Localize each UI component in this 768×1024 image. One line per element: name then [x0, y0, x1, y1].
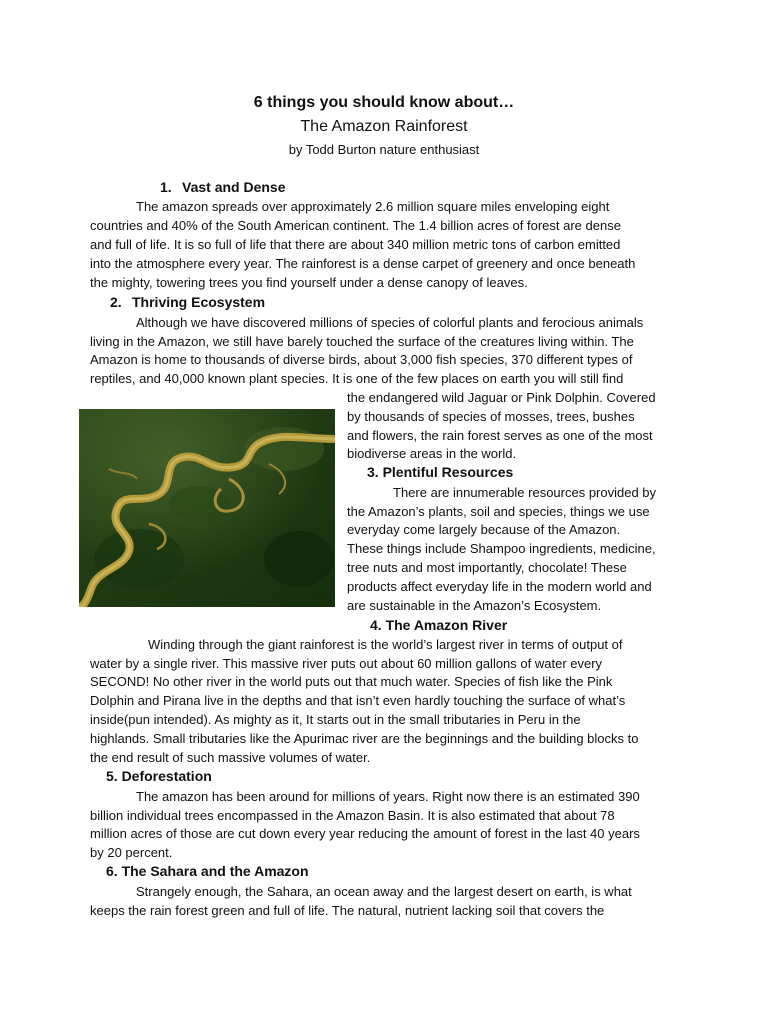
- document-subtitle: The Amazon Rainforest: [300, 118, 468, 135]
- paragraph-line: by thousands of species of mosses, trees, bushes: [347, 409, 635, 424]
- paragraph-line: highlands. Small tributaries like the Apurimac river are the beginnings and the building blocks to: [90, 731, 639, 746]
- paragraph-line: the endangered wild Jaguar or Pink Dolphin. Covered: [347, 390, 656, 405]
- paragraph-line: tree nuts and most importantly, chocolate! These: [347, 560, 627, 575]
- section-heading-plentiful-resources: 3. Plentiful Resources: [367, 464, 514, 480]
- paragraph-line: into the atmosphere every year. The rainforest is a dense carpet of greenery and once beneath: [90, 256, 636, 271]
- amazon-river-image: [79, 409, 335, 607]
- paragraph-line: water by a single river. This massive river puts out about 60 million gallons of water every: [90, 656, 603, 671]
- paragraph-line: Dolphin and Pirana live in the depths and that isn’t even hardly touching the surface of what’s: [90, 693, 626, 708]
- paragraph-line: billion individual trees encompassed in the Amazon Basin. It is also estimated that about 78: [90, 808, 615, 823]
- document-title: 6 things you should know about…: [253, 94, 515, 111]
- paragraph-line: Amazon is home to thousands of diverse birds, about 3,000 fish species, 370 different types of: [90, 352, 633, 367]
- paragraph-line: There are innumerable resources provided by: [393, 485, 657, 500]
- section-number: 2.: [110, 294, 122, 310]
- section-heading-sahara-and-amazon: 6. The Sahara and the Amazon: [106, 863, 309, 879]
- section-heading-text: Vast and Dense: [182, 179, 286, 195]
- paragraph-line: Although we have discovered millions of species of colorful plants and ferocious animals: [136, 315, 644, 330]
- paragraph-line: products affect everyday life in the modern world and: [347, 579, 652, 594]
- paragraph-line: living in the Amazon, we still have barely touched the surface of the creatures living within. The: [90, 334, 634, 349]
- paragraph-line: Strangely enough, the Sahara, an ocean away and the largest desert on earth, is what: [136, 884, 632, 899]
- paragraph-line: and full of life. It is so full of life that there are about 340 million metric tons of carbon emitted: [90, 237, 621, 252]
- section-heading-vast-and-dense: [160, 178, 286, 197]
- paragraph-line: keeps the rain forest green and full of life. The natural, nutrient lacking soil that covers the: [90, 903, 605, 918]
- paragraph-line: by 20 percent.: [90, 845, 173, 860]
- section-heading-amazon-river: 4. The Amazon River: [370, 617, 508, 633]
- section-heading-thriving-ecosystem: [110, 293, 265, 312]
- paragraph-line: biodiverse areas in the world.: [347, 446, 517, 461]
- paragraph-line: and flowers, the rain forest serves as one of the most: [347, 428, 653, 443]
- section-number: 1.: [160, 179, 172, 195]
- paragraph-line: The amazon spreads over approximately 2.6 million square miles enveloping eight: [136, 199, 610, 214]
- paragraph-line: everyday come largely because of the Amazon.: [347, 522, 621, 537]
- paragraph-line: are sustainable in the Amazon’s Ecosystem.: [347, 598, 602, 613]
- paragraph-line: the Amazon’s plants, soil and species, things we use: [347, 504, 650, 519]
- paragraph-line: inside(pun intended). As mighty as it, It starts out in the small tributaries in Peru in the: [90, 712, 581, 727]
- paragraph-line: the mighty, towering trees you find yourself under a dense canopy of leaves.: [90, 275, 528, 290]
- paragraph-line: The amazon has been around for millions of years. Right now there is an estimated 390: [136, 789, 640, 804]
- paragraph-line: reptiles, and 40,000 known plant species. It is one of the few places on earth you will still find: [90, 371, 624, 386]
- paragraph-line: SECOND! No other river in the world puts out that much water. Species of fish like the Pink: [90, 674, 613, 689]
- paragraph-line: the end result of such massive volumes of water.: [90, 750, 371, 765]
- document-byline: by Todd Burton nature enthusiast: [288, 142, 480, 157]
- paragraph-line: countries and 40% of the South American continent. The 1.4 billion acres of forest are dense: [90, 218, 621, 233]
- paragraph-line: million acres of those are cut down every year reducing the amount of forest in the last 40 years: [90, 826, 640, 841]
- section-heading-text: Thriving Ecosystem: [132, 294, 266, 310]
- amazon-river-aerial-photo: [79, 409, 335, 607]
- section-heading-deforestation: 5. Deforestation: [106, 768, 212, 784]
- paragraph-line: Winding through the giant rainforest is the world’s largest river in terms of output of: [148, 637, 623, 652]
- paragraph-line: These things include Shampoo ingredients, medicine,: [347, 541, 656, 556]
